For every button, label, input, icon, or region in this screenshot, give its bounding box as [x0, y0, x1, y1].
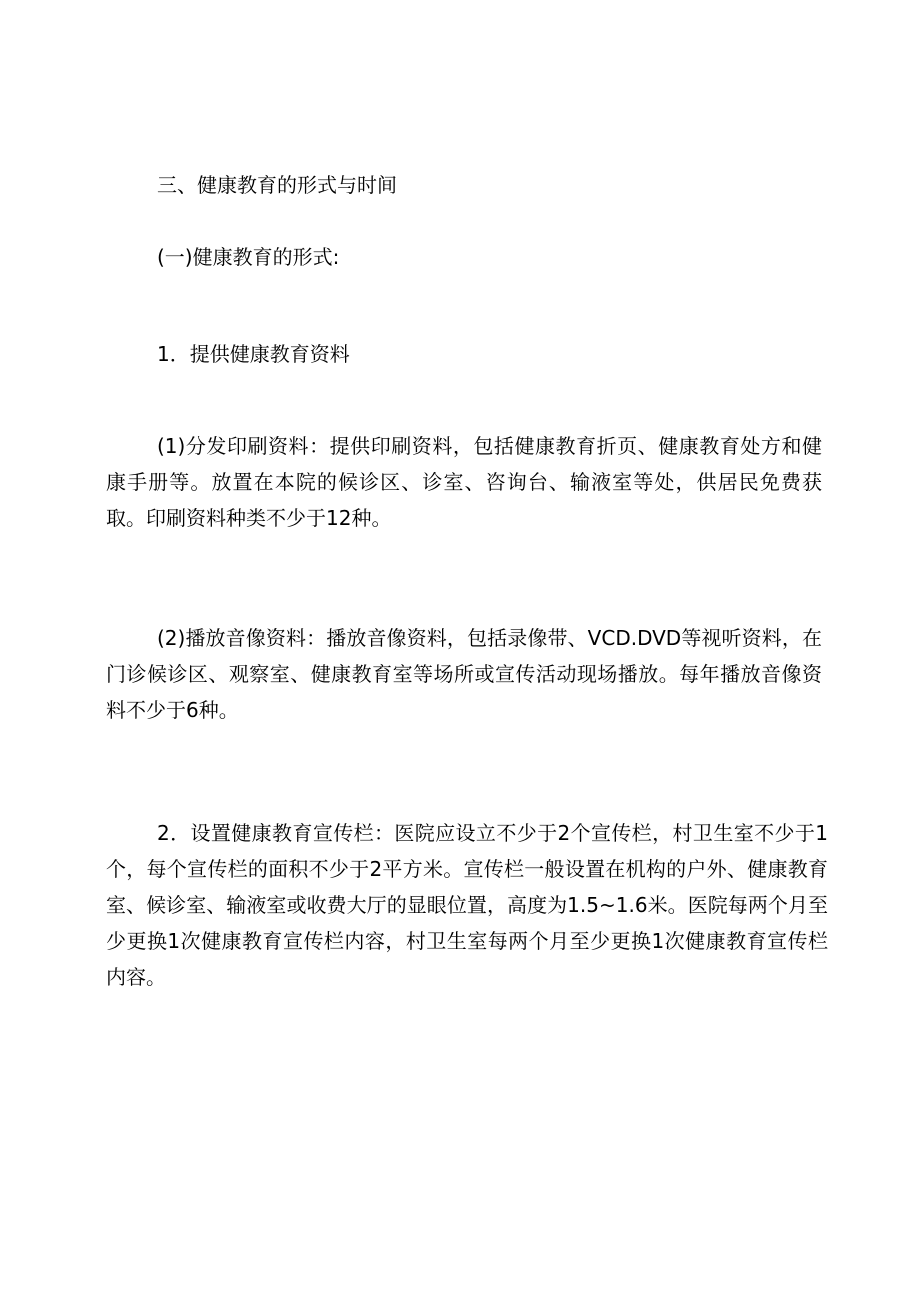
- paragraph-printed-materials: (1)分发印刷资料：提供印刷资料，包括健康教育折页、健康教育处方和健康手册等。放置在本院的候诊区、诊室、咨询台、输液室等处，供居民免费获取。印刷资料种类不少于12种。: [106, 434, 822, 530]
- subsection-heading: (一)健康教育的形式:: [157, 245, 340, 269]
- paragraph-audio-video-materials: (2)播放音像资料：播放音像资料，包括录像带、VCD.DVD等视听资料，在门诊候诊区、观察室、健康教育室等场所或宣传活动现场播放。每年播放音像资料不少于6种。: [106, 626, 822, 722]
- item1-heading: 1．提供健康教育资料: [157, 342, 350, 366]
- paragraph-bulletin-boards: 2．设置健康教育宣传栏：医院应设立不少于2个宣传栏，村卫生室不少于1个，每个宣传栏的面积不少于2平方米。宣传栏一般设置在机构的户外、健康教育室、候诊室、输液室或收费大厅的显眼位置，高度为1.5~1.6米。医院每两个月至少更换1次健康教育宣传栏内容，村卫生室每两个月至少更换1次健康教育宣传栏内容。: [106, 821, 828, 989]
- section-heading: 三、健康教育的形式与时间: [157, 173, 397, 197]
